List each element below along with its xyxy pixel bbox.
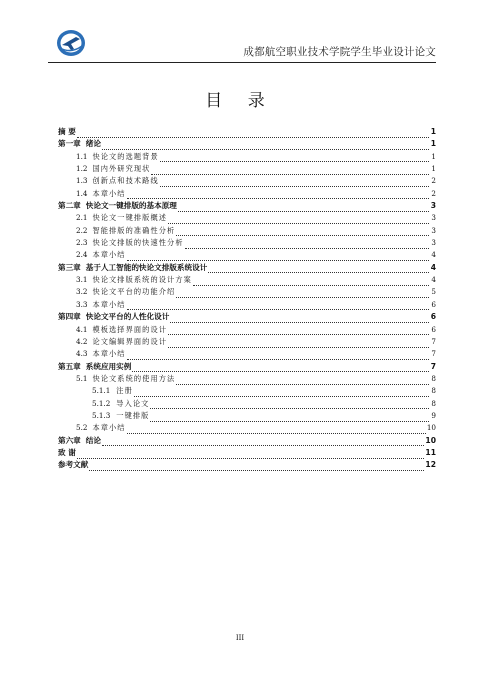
toc-entry-page: 10 [425, 435, 436, 445]
toc-entry-number: 2.3 [76, 238, 88, 248]
toc-entry-page: 1 [430, 139, 436, 149]
toc-entry-number: 5.1.3 [92, 410, 111, 420]
table-of-contents [58, 126, 436, 472]
toc-entry-page: 4 [431, 275, 436, 285]
toc-entry-title: 本章小结 [92, 299, 126, 309]
toc-entry-title: 致 谢 [58, 447, 76, 457]
toc-entry-title: 本章小结 [92, 188, 126, 198]
toc-entry-title: 一键排版 [116, 410, 150, 420]
toc-entry-number: 2.4 [76, 250, 88, 260]
toc-dot-leader [127, 190, 429, 199]
toc-entry-page: 1 [431, 151, 436, 161]
toc-entry-page: 3 [431, 225, 436, 235]
toc-entry-number: 4.2 [76, 336, 88, 346]
toc-entry-number: 3.2 [76, 287, 88, 297]
toc-dot-leader [150, 400, 429, 409]
toc-entry-page: 5 [431, 287, 436, 297]
toc-entry-page: 6 [431, 324, 436, 334]
toc-entry-page: 11 [425, 447, 436, 457]
toc-entry-title: 模板选择界面的设计 [92, 324, 168, 334]
toc-dot-leader [168, 215, 429, 224]
toc-entry[interactable] [58, 447, 436, 459]
toc-entry-page: 2 [431, 188, 436, 198]
toc-entry-number: 第五章 [58, 361, 81, 371]
toc-entry[interactable] [58, 385, 436, 397]
toc-entry-title: 论文编辑界面的设计 [92, 336, 168, 346]
toc-entry-number: 4.3 [76, 349, 88, 359]
toc-entry[interactable] [58, 398, 436, 410]
toc-dot-leader [77, 450, 425, 459]
toc-entry[interactable] [58, 336, 436, 348]
toc-entry-number: 2.2 [76, 225, 88, 235]
toc-entry[interactable] [58, 459, 436, 471]
toc-entry-title: 快论文的选题背景 [92, 151, 159, 161]
toc-entry-page: 7 [431, 336, 436, 346]
toc-entry[interactable] [58, 262, 436, 274]
toc-entry-title: 快论文一键排版概述 [92, 213, 168, 223]
toc-dot-leader [77, 129, 429, 138]
toc-dot-leader [127, 301, 429, 310]
toc-entry[interactable] [58, 274, 436, 286]
toc-dot-leader [102, 141, 429, 150]
toc-entry[interactable] [58, 200, 436, 212]
page-title: 目 录 [205, 91, 275, 111]
toc-dot-leader [127, 425, 426, 434]
toc-dot-leader [134, 388, 429, 397]
toc-entry-page: 4 [430, 262, 436, 272]
toc-entry[interactable] [58, 311, 436, 323]
toc-dot-leader [89, 462, 424, 471]
header-title: 成都航空职业技术学院学生毕业设计论文 [243, 46, 436, 58]
toc-entry-number: 第二章 [58, 201, 81, 211]
toc-dot-leader [176, 227, 429, 236]
toc-entry-title: 摘 要 [58, 127, 76, 136]
toc-entry[interactable] [58, 163, 436, 175]
toc-entry[interactable] [58, 126, 436, 138]
toc-entry-title: 结论 [85, 435, 101, 445]
toc-dot-leader [170, 314, 429, 323]
toc-entry-number: 5.1.1 [92, 386, 111, 396]
toc-dot-leader [168, 339, 429, 348]
toc-entry-page: 7 [430, 361, 436, 371]
toc-entry-number: 3.3 [76, 299, 88, 309]
toc-dot-leader [185, 240, 429, 249]
toc-entry[interactable] [58, 422, 436, 434]
toc-dot-leader [160, 153, 429, 162]
toc-entry[interactable] [58, 212, 436, 224]
toc-entry-title: 智能排版的准确性分析 [92, 225, 176, 235]
toc-entry-title: 快论文一键排版的基本原理 [85, 201, 177, 211]
toc-entry[interactable] [58, 324, 436, 336]
toc-entry-title: 系统应用实例 [85, 361, 132, 371]
toc-entry-title: 导入论文 [116, 398, 150, 408]
toc-entry-number: 第三章 [58, 262, 81, 272]
toc-entry-number: 5.1 [76, 373, 88, 383]
toc-entry-title: 绪论 [85, 139, 101, 149]
toc-entry-title: 快论文系统的使用方法 [92, 373, 176, 383]
toc-entry-page: 4 [431, 250, 436, 260]
toc-entry-number: 1.4 [76, 188, 88, 198]
toc-entry[interactable] [58, 435, 436, 447]
toc-entry-page: 2 [431, 176, 436, 186]
toc-entry-page: 3 [431, 213, 436, 223]
toc-entry-page: 8 [431, 373, 436, 383]
toc-entry-number: 1.3 [76, 176, 88, 186]
toc-dot-leader [176, 376, 429, 385]
toc-entry-title: 本章小结 [92, 250, 126, 260]
toc-entry-title: 快论文排版的快速性分析 [92, 238, 184, 248]
toc-dot-leader [178, 203, 429, 212]
toc-entry-title: 基于人工智能的快论文排版系统设计 [85, 262, 208, 272]
toc-entry-page: 1 [430, 127, 436, 136]
toc-entry[interactable] [58, 225, 436, 237]
toc-entry-page: 1 [431, 164, 436, 174]
toc-entry-number: 第六章 [58, 435, 81, 445]
toc-entry-page: 9 [431, 410, 436, 420]
toc-entry-number: 1.1 [76, 151, 88, 161]
toc-dot-leader [132, 363, 429, 372]
toc-entry[interactable] [58, 138, 436, 150]
toc-entry[interactable] [58, 299, 436, 311]
toc-entry-number: 4.1 [76, 324, 88, 334]
toc-entry-page: 10 [426, 423, 436, 433]
toc-dot-leader [193, 277, 429, 286]
toc-entry-title: 国内外研究现状 [92, 164, 151, 174]
toc-entry-number: 第一章 [58, 139, 81, 149]
toc-dot-leader [168, 326, 429, 335]
toc-entry-title: 本章小结 [92, 423, 126, 433]
toc-entry-title: 创新点和技术路线 [92, 176, 159, 186]
toc-entry[interactable] [58, 373, 436, 385]
toc-entry-page: 7 [431, 349, 436, 359]
toc-entry-title: 快论文平台的人性化设计 [85, 312, 170, 322]
toc-entry-number: 2.1 [76, 213, 88, 223]
toc-dot-leader [102, 437, 424, 446]
toc-dot-leader [160, 178, 429, 187]
toc-dot-leader [127, 351, 429, 360]
toc-entry-number: 1.2 [76, 164, 88, 174]
toc-entry[interactable] [58, 286, 436, 298]
toc-entry-page: 6 [431, 299, 436, 309]
toc-entry-number: 3.1 [76, 275, 88, 285]
toc-entry-title: 注册 [116, 386, 133, 396]
toc-entry[interactable] [58, 348, 436, 360]
toc-entry-page: 3 [430, 201, 436, 211]
toc-dot-leader [176, 289, 429, 298]
toc-dot-leader [150, 413, 429, 422]
toc-entry[interactable] [58, 237, 436, 249]
toc-dot-leader [151, 166, 429, 175]
toc-entry-number: 第四章 [58, 312, 81, 322]
toc-dot-leader [127, 252, 429, 261]
toc-entry[interactable] [58, 410, 436, 422]
toc-entry-title: 本章小结 [92, 349, 126, 359]
toc-entry[interactable] [58, 361, 436, 373]
toc-entry[interactable] [58, 151, 436, 163]
toc-entry-page: 3 [431, 238, 436, 248]
college-logo-icon [54, 28, 88, 58]
toc-entry-title: 参考文献 [58, 460, 89, 470]
toc-entry[interactable] [58, 175, 436, 187]
toc-entry-page: 8 [431, 386, 436, 396]
toc-dot-leader [208, 264, 429, 273]
toc-entry[interactable] [58, 249, 436, 261]
toc-entry-page: 6 [430, 312, 436, 322]
toc-entry-page: 8 [431, 398, 436, 408]
toc-entry-page: 12 [425, 460, 436, 470]
toc-entry[interactable] [58, 188, 436, 200]
toc-entry-title: 快论文排版系统的设计方案 [92, 275, 192, 285]
page-header [48, 28, 436, 63]
toc-entry-number: 5.2 [76, 423, 88, 433]
toc-entry-title: 快论文平台的功能介绍 [92, 287, 176, 297]
toc-entry-number: 5.1.2 [92, 398, 111, 408]
page-number: III [235, 634, 245, 642]
